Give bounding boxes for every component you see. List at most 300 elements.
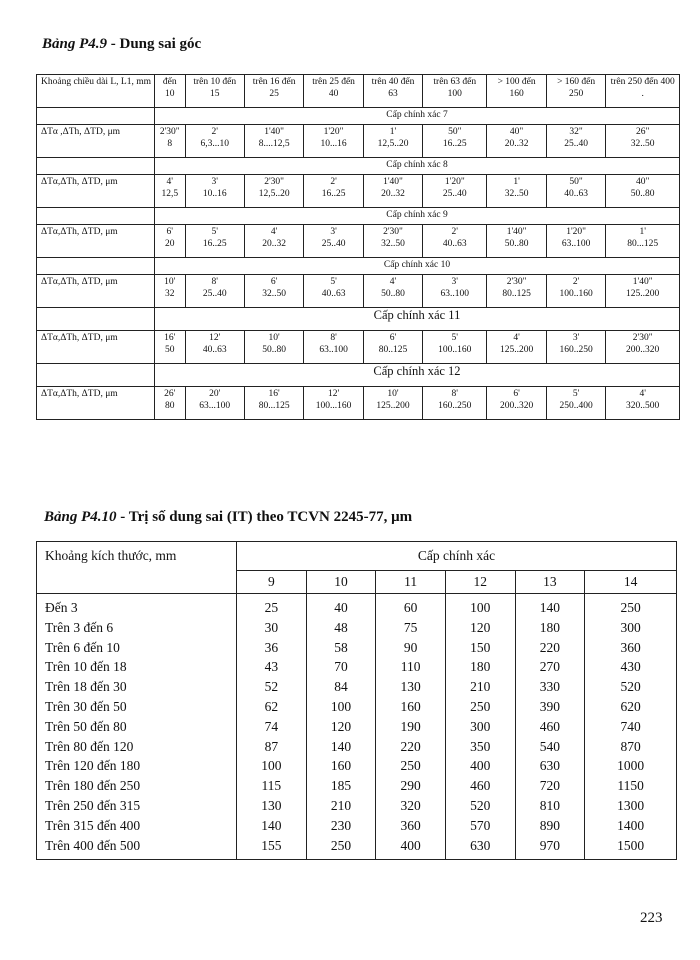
it-value: 74 (237, 717, 307, 737)
tolerance-row (37, 737, 677, 757)
linear-tolerance-value: 63..100 (440, 289, 470, 299)
linear-tolerance-value: 125..200 (626, 289, 660, 299)
tolerance-cell (363, 125, 422, 158)
linear-tolerance-value: 20..32 (504, 139, 529, 149)
length-range-cell: trên 40 đến 63 (363, 75, 422, 108)
linear-tolerance-value: 12,5..20 (258, 189, 290, 199)
linear-tolerance-value: 50..80 (630, 189, 655, 199)
angle-tolerance-value: 8' (211, 277, 218, 287)
it-value: 155 (237, 836, 307, 860)
angle-tolerance-value: 2'30" (383, 227, 403, 237)
it-value: 400 (445, 756, 515, 776)
angle-tolerance-value: 1'40" (632, 277, 653, 287)
linear-tolerance-value: 32..50 (630, 139, 655, 149)
angle-tolerance-value: 2'30" (264, 177, 285, 187)
it-value: 140 (237, 816, 307, 836)
tolerance-cell (304, 331, 363, 364)
linear-tolerance-value: 80..125 (378, 345, 408, 355)
it-value: 140 (306, 737, 376, 757)
angle-tolerance-value: 12' (327, 389, 340, 399)
tolerance-data-row (37, 125, 680, 158)
it-value: 70 (306, 657, 376, 677)
tolerance-symbol-label: ΔTα,ΔTh, ΔTD, μm (37, 387, 155, 420)
linear-tolerance-value: 20 (165, 239, 175, 249)
it-value: 130 (376, 677, 446, 697)
precision-grade-row (37, 364, 680, 387)
it-value: 290 (376, 776, 446, 796)
length-range-cell: trên 16 đến 25 (244, 75, 303, 108)
linear-tolerance-value: 63...100 (199, 401, 231, 411)
tolerance-cell (487, 125, 547, 158)
grade-number: 10 (306, 571, 376, 594)
tolerance-cell (185, 331, 244, 364)
it-value: 430 (585, 657, 677, 677)
length-range-cell: > 160 đến 250 (546, 75, 606, 108)
tolerance-cell (304, 225, 363, 258)
size-range-label: Trên 6 đến 10 (37, 638, 237, 658)
angle-tolerance-value: 1' (513, 177, 520, 187)
linear-tolerance-value: 100..160 (559, 289, 593, 299)
tolerance-cell (185, 387, 244, 420)
angle-tolerance-value: 6' (166, 227, 173, 237)
tolerance-cell (546, 387, 606, 420)
tolerance-cell (244, 275, 303, 308)
it-value: 36 (237, 638, 307, 658)
precision-grade-header: Cấp chính xác (237, 542, 677, 571)
table2-caption-number: Bảng P4.10 (44, 509, 117, 525)
size-range-label: Trên 400 đến 500 (37, 836, 237, 860)
length-range-cell: trên 63 đến 100 (423, 75, 487, 108)
tolerance-cell (185, 275, 244, 308)
it-value: 140 (515, 594, 585, 618)
linear-tolerance-value: 16..25 (442, 139, 467, 149)
angle-tolerance-value: 40" (509, 127, 524, 137)
linear-tolerance-value: 32..50 (262, 289, 287, 299)
tolerance-cell (363, 331, 422, 364)
tolerance-cell (155, 175, 186, 208)
linear-tolerance-value: 40..63 (321, 289, 346, 299)
linear-tolerance-value: 32..50 (381, 239, 405, 249)
it-value: 52 (237, 677, 307, 697)
tolerance-data-row (37, 225, 680, 258)
length-range-cell: đến 10 (155, 75, 186, 108)
angle-tolerance-value: 4' (513, 333, 520, 343)
linear-tolerance-value: 80...125 (258, 401, 290, 411)
it-value: 120 (445, 618, 515, 638)
angle-tolerance-value: 6' (270, 277, 278, 287)
precision-grade-row (37, 158, 680, 175)
tolerance-row (37, 697, 677, 717)
tolerance-cell (155, 225, 186, 258)
tolerance-cell (606, 225, 680, 258)
angle-tolerance-value: 1'20" (444, 177, 465, 187)
tolerance-cell (304, 125, 363, 158)
angle-tolerance-value: 2'30" (159, 127, 180, 137)
tolerance-symbol-label: ΔTα,ΔTh, ΔTD, μm (37, 331, 155, 364)
precision-grade-title: Cấp chính xác 7 (155, 108, 680, 125)
tolerance-symbol-label: ΔTα,ΔTh, ΔTD, μm (37, 175, 155, 208)
angle-tolerance-value: 2' (451, 227, 459, 237)
it-value: 870 (585, 737, 677, 757)
it-value: 115 (237, 776, 307, 796)
it-value: 520 (585, 677, 677, 697)
it-value: 250 (585, 594, 677, 618)
it-value: 43 (237, 657, 307, 677)
linear-tolerance-value: 80...125 (627, 239, 659, 249)
tolerance-cell (546, 125, 606, 158)
it-value: 890 (515, 816, 585, 836)
tolerance-cell (244, 387, 303, 420)
angle-tolerance-value: 26' (164, 389, 176, 399)
tolerance-cell (185, 225, 244, 258)
linear-tolerance-value: 50..80 (504, 239, 529, 249)
tolerance-cell (487, 331, 547, 364)
it-value: 250 (376, 756, 446, 776)
precision-grade-row (37, 108, 680, 125)
angle-tolerance-value: 1'20" (566, 227, 587, 237)
it-value: 185 (306, 776, 376, 796)
grade-number: 14 (585, 571, 677, 594)
angle-tolerance-value: 10' (164, 277, 176, 287)
length-range-cell: trên 250 đến 400 . (606, 75, 680, 108)
tolerance-cell (546, 331, 606, 364)
linear-tolerance-value: 100..160 (438, 345, 472, 355)
length-range-cell: > 100 đến 160 (487, 75, 547, 108)
size-range-label: Trên 30 đến 50 (37, 697, 237, 717)
tolerance-cell (244, 331, 303, 364)
blank-cell (37, 108, 155, 125)
linear-tolerance-value: 32..50 (504, 189, 529, 199)
angle-tolerance-value: 8' (451, 389, 459, 399)
tolerance-cell (155, 331, 186, 364)
grade-number: 13 (515, 571, 585, 594)
it-value: 30 (237, 618, 307, 638)
table2-caption (44, 509, 412, 526)
linear-tolerance-value: 8 (167, 139, 173, 149)
angle-tolerance-value: 3' (330, 227, 337, 237)
it-value: 390 (515, 697, 585, 717)
angle-tolerance-value: 16' (164, 333, 176, 343)
tolerance-cell (423, 331, 487, 364)
length-range-cell: trên 25 đến 40 (304, 75, 363, 108)
tolerance-row (37, 638, 677, 658)
it-value: 350 (445, 737, 515, 757)
it-value: 300 (585, 618, 677, 638)
table1-caption-title: - Dung sai góc (107, 36, 202, 52)
length-range-cell: trên 10 đến 15 (185, 75, 244, 108)
it-value: 160 (376, 697, 446, 717)
it-value: 130 (237, 796, 307, 816)
angle-tolerance-value: 3' (211, 177, 218, 187)
linear-tolerance-value: 12,5 (161, 189, 179, 199)
it-value: 1300 (585, 796, 677, 816)
it-value: 150 (445, 638, 515, 658)
tolerance-data-row (37, 331, 680, 364)
angle-tolerance-value: 2' (330, 177, 337, 187)
linear-tolerance-value: 63..100 (561, 239, 591, 249)
blank-cell (37, 364, 155, 387)
angle-tolerance-value: 3' (572, 333, 580, 343)
it-value: 120 (306, 717, 376, 737)
it-value: 300 (445, 717, 515, 737)
angle-tolerance-value: 5' (572, 389, 580, 399)
it-value: 160 (306, 756, 376, 776)
tolerance-cell (304, 275, 363, 308)
it-value: 250 (445, 697, 515, 717)
precision-grade-row (37, 308, 680, 331)
angle-tolerance-value: 6' (389, 333, 397, 343)
angle-tolerance-value: 26" (635, 127, 650, 137)
tolerance-cell (155, 387, 186, 420)
it-value: 460 (515, 717, 585, 737)
linear-tolerance-value: 25..40 (321, 239, 346, 249)
tolerance-cell (546, 275, 606, 308)
tolerance-row (37, 594, 677, 618)
it-value: 100 (237, 756, 307, 776)
tolerance-row (37, 657, 677, 677)
it-value: 1000 (585, 756, 677, 776)
size-range-label: Trên 10 đến 18 (37, 657, 237, 677)
precision-grade-title: Cấp chính xác 12 (155, 364, 680, 387)
precision-grade-title: Cấp chính xác 9 (155, 208, 680, 225)
it-value: 630 (445, 836, 515, 860)
it-value: 270 (515, 657, 585, 677)
it-value: 60 (376, 594, 446, 618)
it-value: 360 (585, 638, 677, 658)
linear-tolerance-value: 25..40 (202, 289, 227, 299)
angle-tolerance-value: 2' (572, 277, 580, 287)
it-value: 40 (306, 594, 376, 618)
linear-tolerance-value: 16..25 (321, 189, 346, 199)
angle-tolerance-value: 12' (209, 333, 221, 343)
linear-tolerance-value: 10...16 (320, 139, 347, 149)
tolerance-cell (423, 125, 487, 158)
it-value: 210 (445, 677, 515, 697)
precision-grade-title: Cấp chính xác 10 (155, 258, 680, 275)
tolerance-data-row (37, 175, 680, 208)
tolerance-cell (363, 275, 422, 308)
linear-tolerance-value: 6,3...10 (200, 139, 229, 149)
it-value: 970 (515, 836, 585, 860)
it-value: 720 (515, 776, 585, 796)
tolerance-cell (155, 125, 186, 158)
it-value: 25 (237, 594, 307, 618)
angle-tolerance-value: 10' (387, 389, 399, 399)
angle-tolerance-value: 2'30" (632, 333, 653, 343)
angle-tolerance-value: 3' (451, 277, 459, 287)
angle-tolerance-value: 1'40" (383, 177, 403, 187)
size-range-header: Khoảng kích thước, mm (37, 542, 237, 594)
tolerance-cell (304, 175, 363, 208)
it-value: 1500 (585, 836, 677, 860)
angle-tolerance-value: 10' (268, 333, 280, 343)
tolerance-cell (185, 125, 244, 158)
precision-grade-title: Cấp chính xác 11 (155, 308, 680, 331)
it-value: 540 (515, 737, 585, 757)
it-value: 210 (306, 796, 376, 816)
angle-tolerance-value: 4' (270, 227, 278, 237)
tolerance-symbol-label: ΔTα ,ΔTh, ΔTD, μm (37, 125, 155, 158)
size-range-label: Trên 80 đến 120 (37, 737, 237, 757)
linear-tolerance-value: 8....12,5 (258, 139, 290, 149)
tolerance-cell (546, 175, 606, 208)
tolerance-symbol-label: ΔTα,ΔTh, ΔTD, μm (37, 275, 155, 308)
it-value: 630 (515, 756, 585, 776)
linear-tolerance-value: 160..250 (438, 401, 472, 411)
linear-tolerance-value: 40..63 (564, 189, 588, 199)
table1-header-row (37, 75, 680, 108)
angle-tolerance-value: 4' (166, 177, 173, 187)
it-value: 84 (306, 677, 376, 697)
tolerance-data-row (37, 387, 680, 420)
angle-tolerance-value: 2'30" (506, 277, 527, 287)
angle-tolerance-table (36, 74, 680, 420)
tolerance-cell (363, 175, 422, 208)
it-value: 75 (376, 618, 446, 638)
tolerance-row (37, 796, 677, 816)
angle-tolerance-value: 1' (639, 227, 646, 237)
blank-cell (37, 158, 155, 175)
tolerance-data-row (37, 275, 680, 308)
linear-tolerance-value: 125..200 (376, 401, 410, 411)
angle-tolerance-value: 8' (330, 333, 337, 343)
size-range-label: Trên 3 đến 6 (37, 618, 237, 638)
angle-tolerance-value: 20' (209, 389, 221, 399)
it-value: 520 (445, 796, 515, 816)
table2-caption-title: - Trị số dung sai (IT) theo TCVN 2245-77, μm (116, 509, 413, 525)
angle-tolerance-value: 32" (569, 127, 583, 137)
tolerance-cell (606, 125, 680, 158)
angle-tolerance-value: 5' (330, 277, 337, 287)
tolerance-symbol-label: ΔTα,ΔTh, ΔTD, μm (37, 225, 155, 258)
angle-tolerance-value: 40" (635, 177, 650, 187)
linear-tolerance-value: 25..40 (442, 189, 467, 199)
it-value: 330 (515, 677, 585, 697)
it-value: 180 (515, 618, 585, 638)
angle-tolerance-value: 1' (389, 127, 397, 137)
it-value: 250 (306, 836, 376, 860)
it-value: 180 (445, 657, 515, 677)
tolerance-row (37, 836, 677, 860)
it-value: 220 (376, 737, 446, 757)
linear-tolerance-value: 32 (165, 289, 175, 299)
tolerance-cell (423, 175, 487, 208)
it-value: 810 (515, 796, 585, 816)
linear-tolerance-value: 200..320 (626, 345, 660, 355)
it-value: 320 (376, 796, 446, 816)
tolerance-cell (487, 225, 547, 258)
tolerance-cell (487, 387, 547, 420)
page-number: 223 (640, 910, 663, 926)
linear-tolerance-value: 40..63 (202, 345, 227, 355)
table1-caption-number: Bảng P4.9 (42, 36, 108, 52)
it-value: 100 (445, 594, 515, 618)
tolerance-row (37, 717, 677, 737)
it-value: 230 (306, 816, 376, 836)
grade-number: 9 (237, 571, 307, 594)
tolerance-cell (244, 125, 303, 158)
tolerance-row (37, 677, 677, 697)
tolerance-cell (606, 387, 680, 420)
angle-tolerance-value: 4' (639, 389, 646, 399)
tolerance-cell (546, 225, 606, 258)
size-range-label: Trên 180 đến 250 (37, 776, 237, 796)
tolerance-cell (606, 275, 680, 308)
it-value: 48 (306, 618, 376, 638)
tolerance-cell (304, 387, 363, 420)
linear-tolerance-value: 50..80 (381, 289, 405, 299)
it-value: 87 (237, 737, 307, 757)
angle-tolerance-value: 5' (211, 227, 218, 237)
tolerance-row (37, 756, 677, 776)
grade-number: 11 (376, 571, 446, 594)
precision-grade-title: Cấp chính xác 8 (155, 158, 680, 175)
blank-cell (37, 208, 155, 225)
linear-tolerance-value: 25..40 (564, 139, 588, 149)
it-value: 90 (376, 638, 446, 658)
angle-tolerance-value: 16' (268, 389, 280, 399)
linear-tolerance-value: 20..32 (262, 239, 287, 249)
linear-tolerance-value: 50..80 (262, 345, 287, 355)
linear-tolerance-value: 12,5..20 (377, 139, 409, 149)
size-range-label: Trên 50 đến 80 (37, 717, 237, 737)
tolerance-cell (244, 175, 303, 208)
tolerance-cell (244, 225, 303, 258)
tolerance-row (37, 776, 677, 796)
linear-tolerance-value: 125..200 (499, 345, 534, 355)
tolerance-cell (423, 225, 487, 258)
it-value: 220 (515, 638, 585, 658)
linear-tolerance-value: 250..400 (559, 401, 593, 411)
tolerance-cell (423, 387, 487, 420)
it-value: 400 (376, 836, 446, 860)
linear-tolerance-value: 40..63 (442, 239, 467, 249)
it-value: 110 (376, 657, 446, 677)
linear-tolerance-value: 16..25 (202, 239, 227, 249)
length-range-header: Khoảng chiều dài L, L1, mm (37, 75, 155, 108)
it-value: 62 (237, 697, 307, 717)
it-value: 58 (306, 638, 376, 658)
size-range-label: Trên 120 đến 180 (37, 756, 237, 776)
linear-tolerance-value: 100...160 (315, 401, 352, 411)
it-value: 620 (585, 697, 677, 717)
tolerance-cell (363, 387, 422, 420)
angle-tolerance-value: 4' (389, 277, 397, 287)
it-value: 190 (376, 717, 446, 737)
size-range-label: Trên 18 đến 30 (37, 677, 237, 697)
tolerance-cell (155, 275, 186, 308)
it-value: 360 (376, 816, 446, 836)
angle-tolerance-value: 5' (451, 333, 459, 343)
linear-tolerance-value: 10..16 (202, 189, 227, 199)
angle-tolerance-value: 1'40" (506, 227, 527, 237)
angle-tolerance-value: 1'40" (264, 127, 285, 137)
linear-tolerance-value: 63..100 (319, 345, 348, 355)
grade-number: 12 (445, 571, 515, 594)
precision-grade-row (37, 258, 680, 275)
angle-tolerance-value: 1'20" (323, 127, 344, 137)
tolerance-cell (423, 275, 487, 308)
it-value: 570 (445, 816, 515, 836)
linear-tolerance-value: 200..320 (499, 401, 534, 411)
blank-cell (37, 308, 155, 331)
tolerance-cell (363, 225, 422, 258)
linear-tolerance-value: 50 (165, 345, 175, 355)
linear-tolerance-value: 80 (165, 401, 175, 411)
it-value: 1400 (585, 816, 677, 836)
size-range-label: Trên 250 đến 315 (37, 796, 237, 816)
tolerance-cell (487, 175, 547, 208)
